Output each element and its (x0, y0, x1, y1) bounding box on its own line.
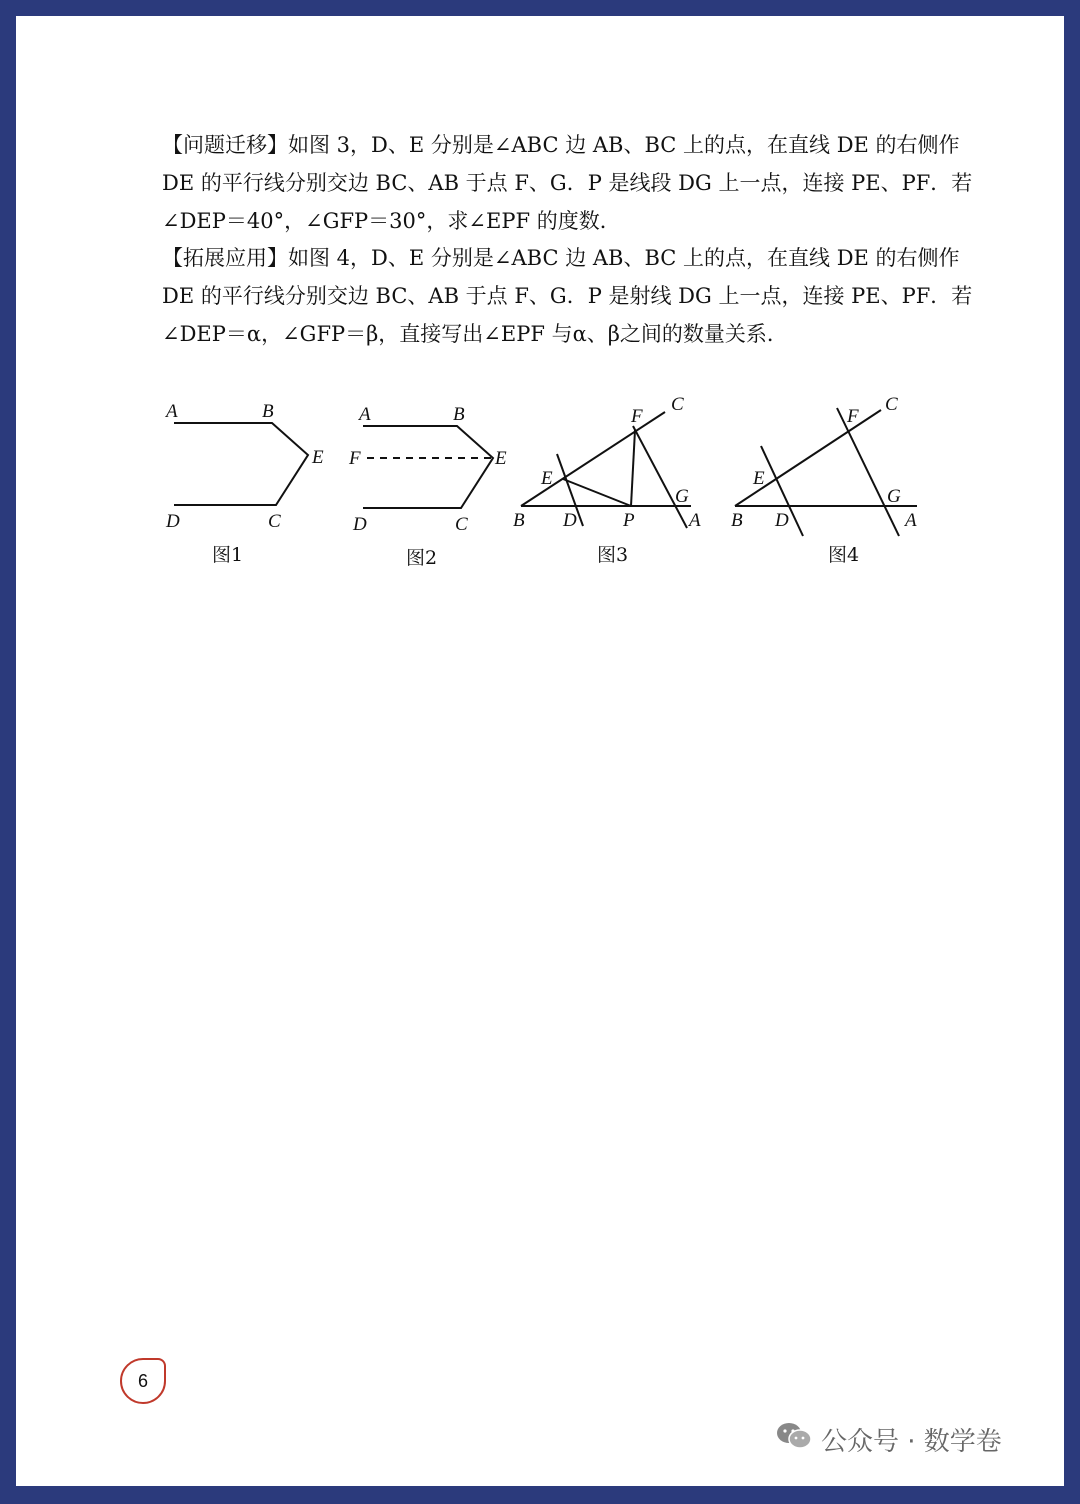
fig3-label-A: A (689, 510, 701, 531)
fig4-label-E: E (753, 468, 765, 489)
text-line: 【问题迁移】如图 3，D、E 分别是∠ABC 边 AB、BC 上的点，在直线 DE 的右侧作 (162, 133, 960, 157)
text-line: ∠DEP＝40°，∠GFP＝30°，求∠EPF 的度数． (162, 209, 621, 233)
fig3-line-PF (631, 430, 635, 506)
watermark (775, 1420, 1002, 1459)
watermark-text: 公众号 · 数学卷 (821, 1427, 1002, 1457)
fig1-label-C: C (268, 511, 281, 532)
figure-2-caption: 图2 (406, 547, 438, 569)
figure-4-caption: 图4 (828, 544, 860, 566)
figure-3 (505, 390, 705, 544)
fig4-line-BC (735, 410, 881, 506)
problem-4-text (162, 239, 973, 353)
wechat-icon (775, 1420, 813, 1459)
fig3-label-F: F (631, 406, 643, 427)
figure-3-caption: 图3 (597, 544, 629, 566)
page-number: 6 (120, 1358, 166, 1404)
fig2-label-F: F (349, 448, 361, 469)
fig2-label-A: A (359, 404, 371, 425)
fig3-label-P: P (623, 510, 635, 531)
fig1-polyline (174, 423, 308, 505)
fig2-polyline (363, 426, 493, 508)
fig1-label-E: E (312, 447, 324, 468)
fig1-label-A: A (166, 401, 178, 422)
fig1-label-B: B (262, 401, 274, 422)
text-line: 【拓展应用】如图 4，D、E 分别是∠ABC 边 AB、BC 上的点，在直线 DE 的右侧作 (162, 246, 960, 270)
text-line: DE 的平行线分别交边 BC、AB 于点 F、G．P 是线段 DG 上一点，连接 PE、PF．若 (162, 171, 973, 195)
figure-4 (725, 390, 925, 544)
fig3-line-FG (633, 426, 687, 528)
fig4-label-F: F (847, 406, 859, 427)
fig2-label-E: E (495, 448, 507, 469)
fig3-label-E: E (541, 468, 553, 489)
fig4-label-A: A (905, 510, 917, 531)
figure-1 (160, 395, 340, 544)
fig3-line-PE (563, 479, 631, 506)
fig3-label-C: C (671, 394, 684, 415)
problem-3-text (162, 126, 973, 240)
fig3-label-D: D (563, 510, 577, 531)
figure-1-caption: 图1 (212, 544, 244, 566)
fig4-label-D: D (775, 510, 789, 531)
text-line: DE 的平行线分别交边 BC、AB 于点 F、G．P 是射线 DG 上一点，连接 PE、PF．若 (162, 284, 973, 308)
fig4-label-C: C (885, 394, 898, 415)
fig4-line-FG (837, 408, 899, 536)
fig2-label-D: D (353, 514, 367, 535)
fig3-label-G: G (675, 486, 689, 507)
fig1-label-D: D (166, 511, 180, 532)
figure-2 (345, 398, 525, 547)
fig4-label-B: B (731, 510, 743, 531)
fig2-label-C: C (455, 514, 468, 535)
fig4-label-G: G (887, 486, 901, 507)
text-line: ∠DEP＝α，∠GFP＝β，直接写出∠EPF 与α、β之间的数量关系． (162, 322, 788, 346)
fig2-label-B: B (453, 404, 465, 425)
fig3-label-B: B (513, 510, 525, 531)
